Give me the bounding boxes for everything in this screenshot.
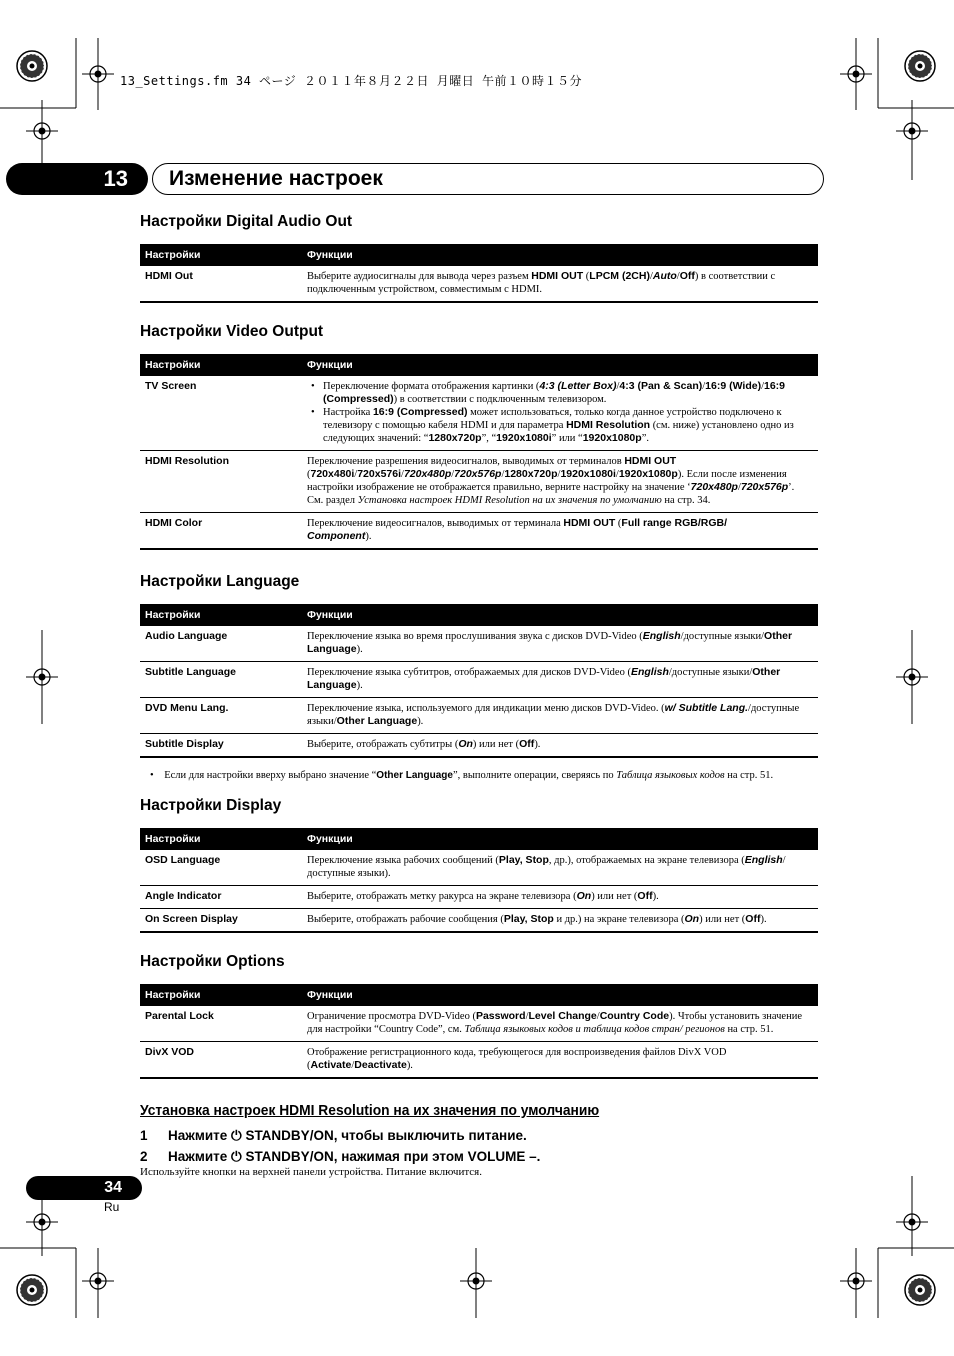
setting-name: HDMI Color: [140, 513, 302, 550]
table-row: [140, 698, 818, 734]
table-row: [140, 626, 818, 662]
setting-function: Переключение видеосигналов, выводимых от терминала HDMI OUT (Full range RGB/RGB/ Component).: [302, 513, 818, 550]
col-functions: Функции: [302, 604, 818, 626]
setting-function: Выберите аудиосигналы для вывода через разъем HDMI OUT (LPCM (2CH)/Auto/Off) в соответствии с подключенным устройством, совместимым с HDMI.: [302, 266, 818, 302]
power-icon: ⏻: [231, 1128, 242, 1143]
setting-name: OSD Language: [140, 850, 302, 886]
hdmi-reset-heading: Установка настроек HDMI Resolution на их значения по умолчанию: [140, 1102, 600, 1119]
section-heading-options: Настройки Options: [140, 953, 285, 970]
setting-name: TV Screen: [140, 376, 302, 451]
col-settings: Настройки: [140, 984, 302, 1006]
setting-function: Отображение регистрационного кода, требующегося для воспроизведения файлов DivX VOD (Activate/Deactivate).: [302, 1042, 818, 1079]
table-row: [140, 1042, 818, 1079]
section-heading-language: Настройки Language: [140, 573, 300, 590]
table-row: [140, 662, 818, 698]
section-heading-display: Настройки Display: [140, 797, 282, 814]
setting-function: Ограничение просмотра DVD-Video (Password/Level Change/Country Code). Чтобы установить значение для настройки “Country Code”, см. Таблица языковых кодов и таблица кодов стран/ регионов на стр. 51.: [302, 1006, 818, 1042]
setting-name: Angle Indicator: [140, 886, 302, 909]
setting-name: Parental Lock: [140, 1006, 302, 1042]
setting-name: DivX VOD: [140, 1042, 302, 1079]
step-1: 1 Нажмите ⏻ STANDBY/ON, чтобы выключить питание.: [140, 1128, 527, 1143]
table-row: [140, 1006, 818, 1042]
language-note: • Если для настройки вверху выбрано значение “Other Language”, выполните операции, сверяясь по Таблица языковых кодов на стр. 51.: [150, 770, 774, 781]
setting-function: Выберите, отображать рабочие сообщения (Play, Stop и др.) на экране телевизора (On) или нет (Off).: [302, 909, 818, 933]
chapter-title: Изменение настроек: [152, 163, 824, 195]
setting-name: Audio Language: [140, 626, 302, 662]
audio-settings-table: [140, 244, 818, 303]
setting-function: Переключение языка во время прослушивания звука с дисков DVD-Video (English/доступные языки/Other Language).: [302, 626, 818, 662]
col-functions: Функции: [302, 828, 818, 850]
display-settings-table: [140, 828, 818, 933]
table-row: [140, 909, 818, 933]
section-heading-audio: Настройки Digital Audio Out: [140, 213, 353, 230]
step-note: Используйте кнопки на верхней панели устройства. Питание включится.: [140, 1166, 482, 1178]
setting-name: HDMI Resolution: [140, 451, 302, 513]
table-row: [140, 734, 818, 758]
setting-function: • Переключение формата отображения картинки (4:3 (Letter Box)/4:3 (Pan & Scan)/16:9 (Wide)/16:9 (Compressed)) в соответствии с подключенным телевизором. • Настройка 16:9 (Compressed) может использоваться, только когда данное устройство подключено к телевизору с помощью кабеля HDMI и для параметра HDMI Resolution (см. ниже) установлено одно из следующих значений: “1280x720p”, “1920x1080i” или “1920x1080p”.: [302, 376, 818, 451]
table-row: [140, 850, 818, 886]
setting-name: Subtitle Language: [140, 662, 302, 698]
page-language: Ru: [104, 1200, 120, 1214]
chapter-number: 13: [6, 163, 148, 195]
setting-name: On Screen Display: [140, 909, 302, 933]
col-settings: Настройки: [140, 244, 302, 266]
col-functions: Функции: [302, 354, 818, 376]
col-functions: Функции: [302, 984, 818, 1006]
setting-function: Переключение языка субтитров, отображаемых для дисков DVD-Video (English/доступные языки/Other Language).: [302, 662, 818, 698]
setting-function: Выберите, отображать субтитры (On) или нет (Off).: [302, 734, 818, 758]
language-settings-table: [140, 604, 818, 758]
col-settings: Настройки: [140, 604, 302, 626]
table-row: [140, 376, 818, 451]
options-settings-table: [140, 984, 818, 1079]
col-settings: Настройки: [140, 354, 302, 376]
power-icon: ⏻: [231, 1149, 242, 1164]
setting-name: Subtitle Display: [140, 734, 302, 758]
setting-function: Переключение разрешения видеосигналов, выводимых от терминалов HDMI OUT (720x480i/720x576i/720x480p/720x576p/1280x720p/1920x1080i/1920x1080p). Если после изменения настройки изображение не отображается правильно, верните настройку на значение ‘720x480p/720x576p’. См. раздел Установка настроек HDMI Resolution на их значения по умолчанию на стр. 34.: [302, 451, 818, 513]
setting-name: DVD Menu Lang.: [140, 698, 302, 734]
video-settings-table: [140, 354, 818, 550]
table-row: [140, 886, 818, 909]
col-functions: Функции: [302, 244, 818, 266]
setting-function: Переключение языка, используемого для индикации меню дисков DVD-Video. (w/ Subtitle Lang./доступные языки/Other Language).: [302, 698, 818, 734]
table-row: [140, 451, 818, 513]
setting-function: Выберите, отображать метку ракурса на экране телевизора (On) или нет (Off).: [302, 886, 818, 909]
file-info: 13_Settings.fm 34 ページ ２０１１年８月２２日 月曜日 午前１０時１５分: [120, 74, 582, 88]
page-number: 34: [26, 1176, 142, 1200]
section-heading-video: Настройки Video Output: [140, 323, 324, 340]
table-row: [140, 513, 818, 550]
table-row: [140, 266, 818, 302]
setting-function: Переключение языка рабочих сообщений (Play, Stop, др.), отображаемых на экране телевизора (English/доступные языки).: [302, 850, 818, 886]
step-2: 2 Нажмите ⏻ STANDBY/ON, нажимая при этом VOLUME –.: [140, 1149, 541, 1164]
col-settings: Настройки: [140, 828, 302, 850]
setting-name: HDMI Out: [140, 266, 302, 302]
